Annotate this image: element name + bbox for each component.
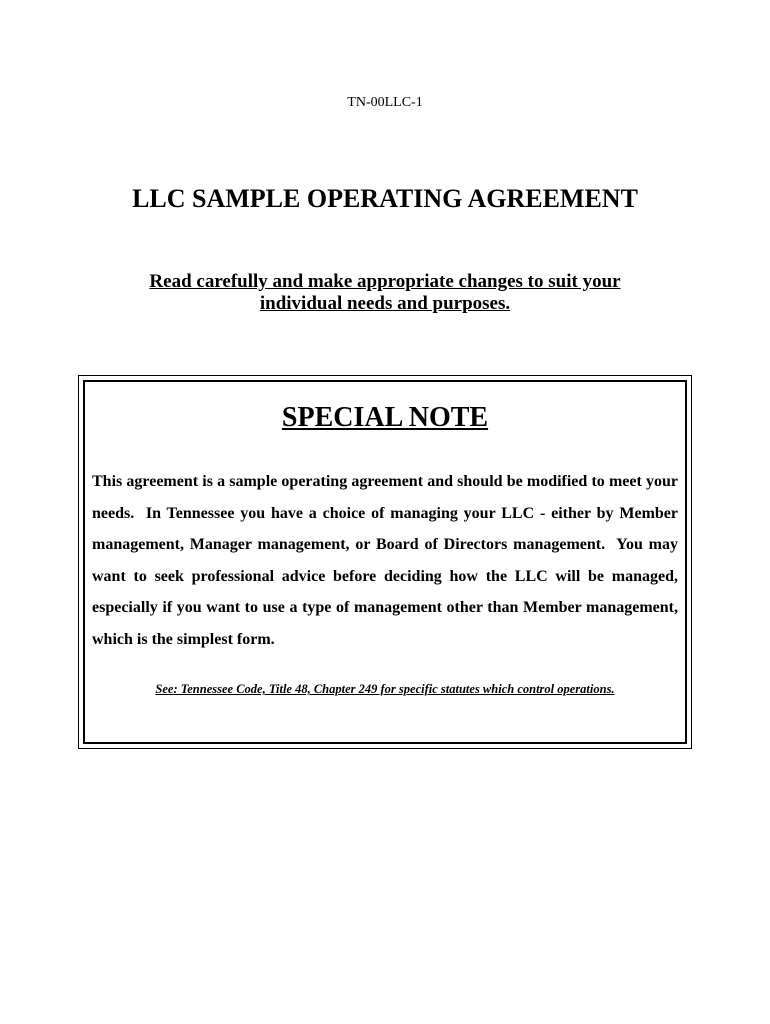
special-note-heading: SPECIAL NOTE	[281, 402, 489, 433]
instructions-subtitle: Read carefully and make appropriate changes to suit your individual needs and purposes.	[149, 271, 621, 314]
special-note-box	[78, 375, 692, 749]
special-note-body: This agreement is a sample operating agreement and should be modified to meet your needs. In Tennessee you have a choice of managing your LLC - either by Member management, Manager management, or Board of Directors management. You may want to seek professional advice before deciding how the LLC will be managed, especially if you want to use a type of management other than Member management, which is the simplest form.	[92, 473, 682, 648]
document-title: LLC SAMPLE OPERATING AGREEMENT	[132, 184, 638, 213]
statute-reference: See: Tennessee Code, Title 48, Chapter 249 for specific statutes which control operations.	[155, 682, 615, 696]
special-note-inner-border	[83, 380, 687, 744]
form-id: TN-00LLC-1	[347, 95, 423, 110]
